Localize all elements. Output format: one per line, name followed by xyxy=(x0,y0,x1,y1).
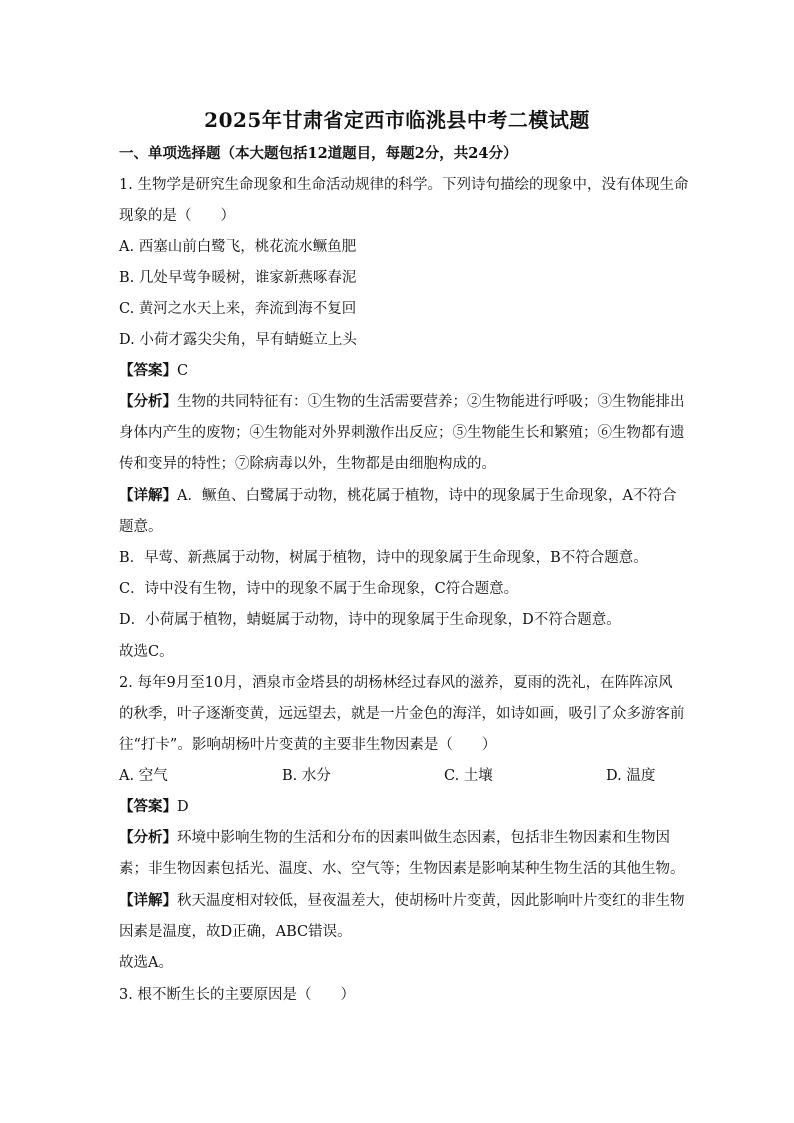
q1-detail-line-2: 题意。 xyxy=(119,519,163,535)
q1-stem-line-1: 1. 生物学是研究生命现象和生命活动规律的科学。下列诗句描绘的现象中，没有体现生命 xyxy=(119,177,689,193)
q2-option-a: A. 空气 xyxy=(119,768,168,784)
q1-detail-line-4: C．诗中没有生物，诗中的现象不属于生命现象，C符合题意。 xyxy=(119,581,519,597)
answer-tag: 【答案】 xyxy=(119,798,177,815)
analysis-text: 环境中影响生物的生活和分布的因素叫做生态因素，包括非生物因素和生物因 xyxy=(177,830,670,846)
q2-detail-line-2: 因素是温度，故D正确，ABC错误。 xyxy=(119,924,352,940)
q2-option-d: D. 温度 xyxy=(606,768,656,784)
page-title: 2025年甘肃省定西市临洮县中考二模试题 xyxy=(204,108,590,132)
q1-detail-line-5: D．小荷属于植物，蜻蜓属于动物，诗中的现象属于生命现象，D不符合题意。 xyxy=(119,612,621,628)
section-heading: 一、单项选择题（本大题包括12道题目，每题2分，共24分） xyxy=(119,145,518,162)
q1-answer xyxy=(119,361,188,381)
q1-option-a: A. 西塞山前白鹭飞，桃花流水鳜鱼肥 xyxy=(119,239,357,255)
q1-option-b: B. 几处早莺争暖树，谁家新燕啄春泥 xyxy=(119,270,357,286)
detail-text: A．鳜鱼、白鹭属于动物，桃花属于植物，诗中的现象属于生命现象，A不符合 xyxy=(177,488,677,504)
q1-analysis-line-3: 传和变异的特性；⑦除病毒以外，生物都是由细胞构成的。 xyxy=(119,456,496,472)
answer-value: C xyxy=(177,363,189,379)
q2-conclusion: 故选A。 xyxy=(119,955,173,971)
q1-analysis-line-1 xyxy=(119,392,685,412)
q1-detail-line-1 xyxy=(119,486,676,506)
q1-option-d: D. 小荷才露尖尖角，早有蜻蜓立上头 xyxy=(119,332,357,348)
analysis-tag: 【分析】 xyxy=(119,829,177,846)
detail-tag: 【详解】 xyxy=(119,892,177,909)
q2-stem-line-3: 往“打卡”。影响胡杨叶片变黄的主要非生物因素是（ ） xyxy=(119,737,497,753)
q2-analysis-line-2: 素；非生物因素包括光、温度、水、空气等；生物因素是影响某种生物生活的其他生物。 xyxy=(119,861,685,877)
answer-value: D xyxy=(177,799,189,815)
detail-tag: 【详解】 xyxy=(119,487,177,504)
q1-detail-line-3: B．早莺、新燕属于动物，树属于植物，诗中的现象属于生命现象，B不符合题意。 xyxy=(119,550,648,566)
q1-stem-line-2: 现象的是（ ） xyxy=(119,208,235,224)
q2-answer xyxy=(119,797,189,817)
q2-detail-line-1 xyxy=(119,891,685,911)
analysis-tag: 【分析】 xyxy=(119,393,177,410)
analysis-text: 生物的共同特征有：①生物的生活需要营养；②生物能进行呼吸；③生物能排出 xyxy=(177,394,685,410)
q1-conclusion: 故选C。 xyxy=(119,644,174,660)
q2-option-c: C. 土壤 xyxy=(444,768,493,784)
q2-analysis-line-1 xyxy=(119,828,670,848)
q2-option-b: B. 水分 xyxy=(282,768,331,784)
q1-option-c: C. 黄河之水天上来，奔流到海不复回 xyxy=(119,301,357,317)
q2-stem-line-1: 2. 每年9月至10月，酒泉市金塔县的胡杨林经过春风的滋养，夏雨的洗礼，在阵阵凉风 xyxy=(119,675,673,691)
detail-text: 秋天温度相对较低，昼夜温差大，使胡杨叶片变黄，因此影响叶片变红的非生物 xyxy=(177,893,685,909)
q1-analysis-line-2: 身体内产生的废物；④生物能对外界刺激作出反应；⑤生物能生长和繁殖；⑥生物都有遗 xyxy=(119,425,685,441)
answer-tag: 【答案】 xyxy=(119,362,177,379)
q3-stem-line-1: 3. 根不断生长的主要原因是（ ） xyxy=(119,987,355,1003)
q2-stem-line-2: 的秋季，叶子逐渐变黄，远远望去，就是一片金色的海洋，如诗如画，吸引了众多游客前 xyxy=(119,706,685,722)
